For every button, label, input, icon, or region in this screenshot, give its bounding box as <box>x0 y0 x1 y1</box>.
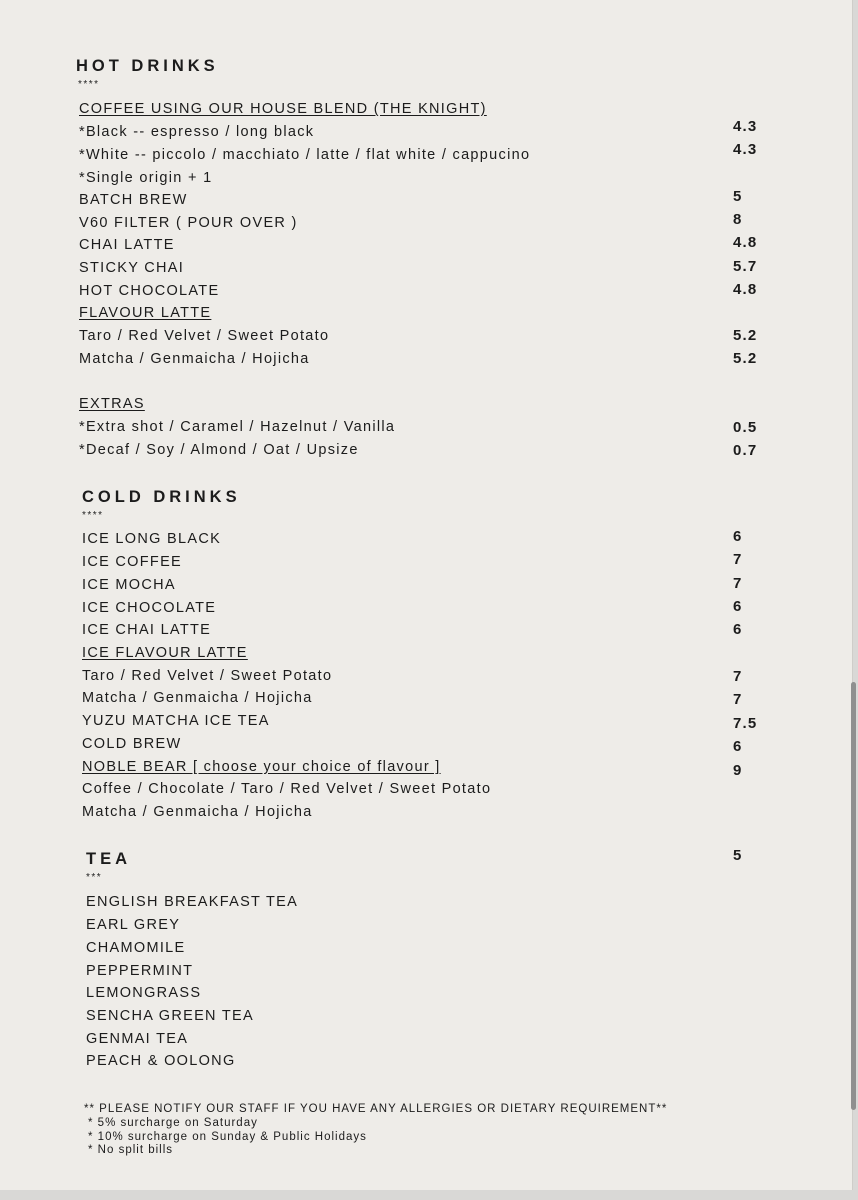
menu-item-v60: V60 FILTER ( POUR OVER ) <box>79 215 298 231</box>
price-ice-flavour-1: 7 <box>733 668 743 685</box>
noble-bear-flavours-1: Coffee / Chocolate / Taro / Red Velvet / Sweet Potato <box>82 781 492 797</box>
price-black: 4.3 <box>733 118 758 135</box>
no-split-bills: * No split bills <box>88 1144 174 1156</box>
price-white: 4.3 <box>733 141 758 158</box>
price-flavour-1: 5.2 <box>733 327 758 344</box>
allergy-notice: ** PLEASE NOTIFY OUR STAFF IF YOU HAVE ANY ALLERGIES OR DIETARY REQUIREMENT** <box>84 1103 668 1115</box>
menu-item-hot-chocolate: HOT CHOCOLATE <box>79 283 220 299</box>
tea-item: EARL GREY <box>86 917 181 933</box>
hot-drinks-heading: HOT DRINKS <box>76 57 219 75</box>
tea-item: LEMONGRASS <box>86 985 202 1001</box>
cold-drinks-heading: COLD DRINKS <box>82 488 241 506</box>
menu-item-black: *Black -- espresso / long black <box>79 124 315 140</box>
price-ice-coffee: 7 <box>733 551 743 568</box>
price-yuzu-matcha: 7.5 <box>733 715 758 732</box>
menu-item-ice-mocha: ICE MOCHA <box>82 577 176 593</box>
noble-bear-heading: NOBLE BEAR [ choose your choice of flavour ] <box>82 759 441 775</box>
tea-item: PEPPERMINT <box>86 963 194 979</box>
price-sticky-chai: 5.7 <box>733 258 758 275</box>
menu-item-ice-coffee: ICE COFFEE <box>82 554 183 570</box>
tea-item: ENGLISH BREAKFAST TEA <box>86 894 299 910</box>
menu-item-sticky-chai: STICKY CHAI <box>79 260 185 276</box>
menu-item-ice-long-black: ICE LONG BLACK <box>82 531 222 547</box>
menu-item-ice-chai-latte: ICE CHAI LATTE <box>82 622 212 638</box>
menu-item-single-origin: *Single origin + 1 <box>79 170 213 186</box>
price-extras-2: 0.7 <box>733 442 758 459</box>
extras-heading: EXTRAS <box>79 396 145 412</box>
price-v60: 8 <box>733 211 743 228</box>
flavour-latte-heading: FLAVOUR LATTE <box>79 305 212 321</box>
tea-stars: *** <box>86 872 103 883</box>
ice-flavour-latte-heading: ICE FLAVOUR LATTE <box>82 645 248 661</box>
tea-item: SENCHA GREEN TEA <box>86 1008 254 1024</box>
menu-item-ice-flavour-1: Taro / Red Velvet / Sweet Potato <box>82 668 333 684</box>
price-flavour-2: 5.2 <box>733 350 758 367</box>
menu-item-flavour-1: Taro / Red Velvet / Sweet Potato <box>79 328 330 344</box>
price-tea: 5 <box>733 847 743 864</box>
price-batch-brew: 5 <box>733 188 743 205</box>
menu-item-yuzu-matcha: YUZU MATCHA ICE TEA <box>82 713 270 729</box>
price-extras-1: 0.5 <box>733 419 758 436</box>
tea-item: CHAMOMILE <box>86 940 186 956</box>
extras-line-1: *Extra shot / Caramel / Hazelnut / Vanilla <box>79 419 396 435</box>
coffee-house-blend-heading: COFFEE USING OUR HOUSE BLEND (THE KNIGHT) <box>79 101 487 117</box>
vertical-scrollbar[interactable] <box>851 682 856 1110</box>
price-ice-chai-latte: 6 <box>733 621 743 638</box>
menu-item-cold-brew: COLD BREW <box>82 736 182 752</box>
surcharge-saturday: * 5% surcharge on Saturday <box>88 1117 258 1129</box>
menu-item-white: *White -- piccolo / macchiato / latte / flat white / cappucino <box>79 147 531 163</box>
menu-item-ice-flavour-2: Matcha / Genmaicha / Hojicha <box>82 690 313 706</box>
noble-bear-flavours-2: Matcha / Genmaicha / Hojicha <box>82 804 313 820</box>
price-noble-bear: 9 <box>733 762 743 779</box>
menu-item-batch-brew: BATCH BREW <box>79 192 188 208</box>
surcharge-sunday: * 10% surcharge on Sunday & Public Holidays <box>88 1131 367 1143</box>
cold-drinks-stars: **** <box>82 510 104 521</box>
hot-drinks-stars: **** <box>78 79 100 90</box>
tea-item: PEACH & OOLONG <box>86 1053 236 1069</box>
price-hot-chocolate: 4.8 <box>733 281 758 298</box>
menu-item-ice-chocolate: ICE CHOCOLATE <box>82 600 217 616</box>
tea-item: GENMAI TEA <box>86 1031 189 1047</box>
extras-line-2: *Decaf / Soy / Almond / Oat / Upsize <box>79 442 359 458</box>
menu-item-flavour-2: Matcha / Genmaicha / Hojicha <box>79 351 310 367</box>
price-ice-mocha: 7 <box>733 575 743 592</box>
tea-heading: TEA <box>86 850 131 868</box>
price-cold-brew: 6 <box>733 738 743 755</box>
price-ice-long-black: 6 <box>733 528 743 545</box>
price-chai-latte: 4.8 <box>733 234 758 251</box>
menu-item-chai-latte: CHAI LATTE <box>79 237 175 253</box>
price-ice-chocolate: 6 <box>733 598 743 615</box>
price-ice-flavour-2: 7 <box>733 691 743 708</box>
